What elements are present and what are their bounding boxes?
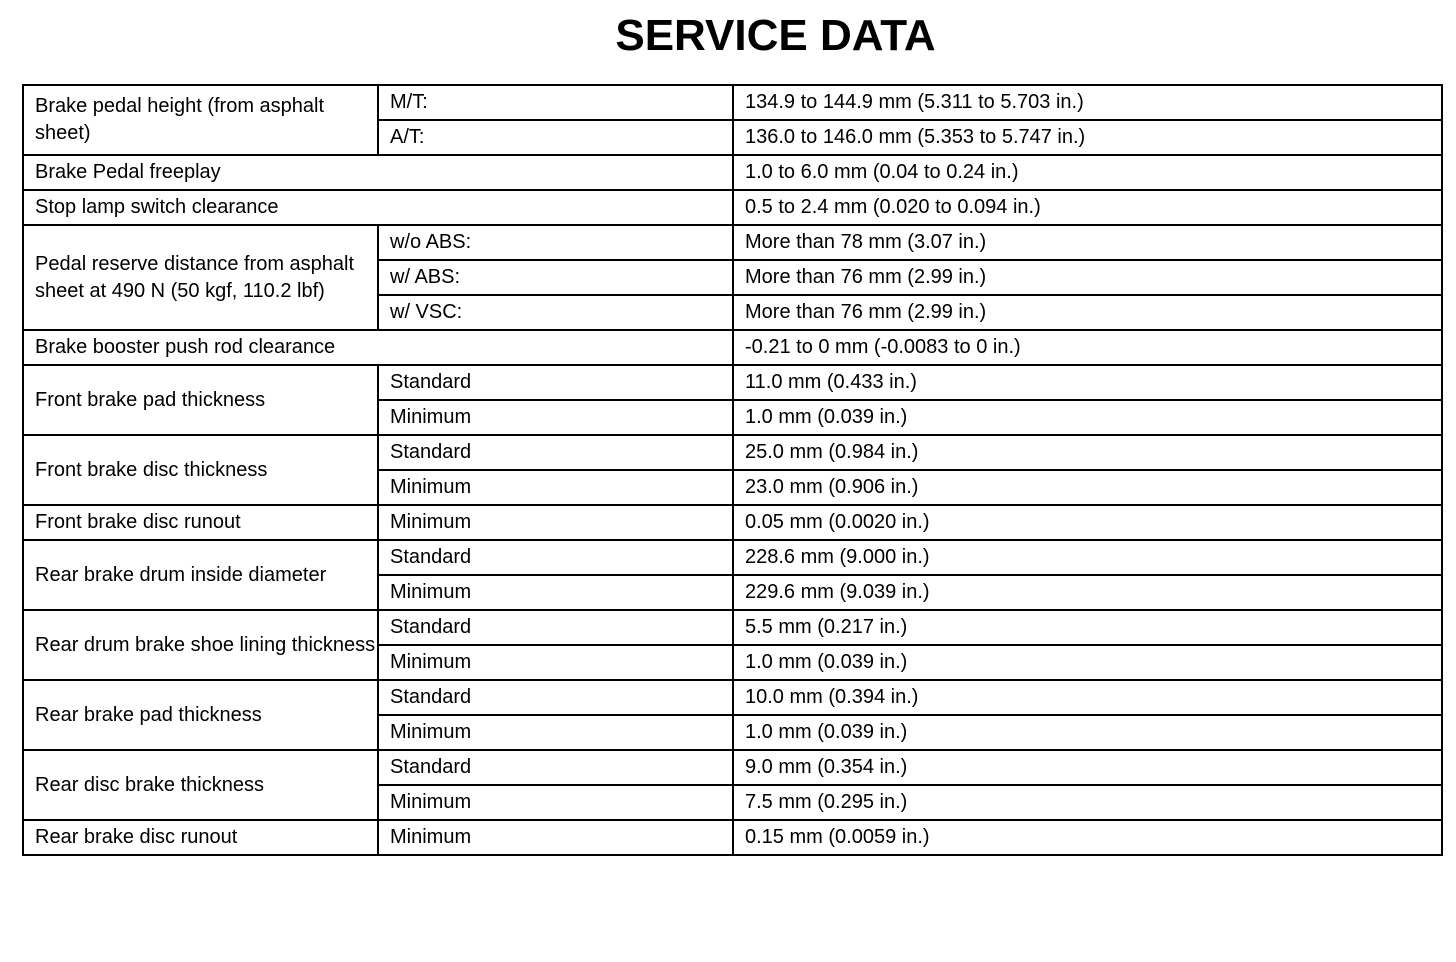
spec-condition-cell: Minimum bbox=[378, 505, 733, 540]
spec-condition-cell: Minimum bbox=[378, 715, 733, 750]
spec-item-cell: Front brake disc runout bbox=[23, 505, 378, 540]
table-row bbox=[23, 225, 1442, 260]
spec-value-cell: More than 78 mm (3.07 in.) bbox=[733, 225, 1442, 260]
spec-item-cell: Rear disc brake thickness bbox=[23, 750, 378, 820]
spec-item-cell: Front brake disc thickness bbox=[23, 435, 378, 505]
spec-value-cell: 1.0 mm (0.039 in.) bbox=[733, 715, 1442, 750]
spec-value-cell: 11.0 mm (0.433 in.) bbox=[733, 365, 1442, 400]
spec-value-cell: 229.6 mm (9.039 in.) bbox=[733, 575, 1442, 610]
table-row bbox=[23, 680, 1442, 715]
spec-condition-cell: Standard bbox=[378, 435, 733, 470]
spec-condition-cell: A/T: bbox=[378, 120, 733, 155]
spec-value-cell: 10.0 mm (0.394 in.) bbox=[733, 680, 1442, 715]
spec-condition-cell: Minimum bbox=[378, 645, 733, 680]
spec-condition-cell: M/T: bbox=[378, 85, 733, 120]
spec-condition-cell: Minimum bbox=[378, 820, 733, 855]
spec-value-cell: 0.05 mm (0.0020 in.) bbox=[733, 505, 1442, 540]
spec-item-cell: Rear brake drum inside diameter bbox=[23, 540, 378, 610]
spec-condition-cell: Standard bbox=[378, 750, 733, 785]
spec-value-cell: 7.5 mm (0.295 in.) bbox=[733, 785, 1442, 820]
spec-item-cell: Rear brake pad thickness bbox=[23, 680, 378, 750]
service-data-table bbox=[22, 84, 1443, 856]
table-row bbox=[23, 85, 1442, 120]
page-title: SERVICE DATA bbox=[615, 11, 936, 60]
spec-value-cell: 0.5 to 2.4 mm (0.020 to 0.094 in.) bbox=[733, 190, 1442, 225]
spec-value-cell: More than 76 mm (2.99 in.) bbox=[733, 295, 1442, 330]
spec-condition-cell: Standard bbox=[378, 540, 733, 575]
spec-value-cell: 1.0 to 6.0 mm (0.04 to 0.24 in.) bbox=[733, 155, 1442, 190]
table-row bbox=[23, 540, 1442, 575]
spec-item-cell: Rear brake disc runout bbox=[23, 820, 378, 855]
spec-item-cell: Pedal reserve distance from asphalt sheet at 490 N (50 kgf, 110.2 lbf) bbox=[23, 225, 378, 330]
service-data-table-body bbox=[23, 85, 1442, 855]
table-row bbox=[23, 505, 1442, 540]
spec-condition-cell: Minimum bbox=[378, 785, 733, 820]
spec-item-cell: Stop lamp switch clearance bbox=[23, 190, 733, 225]
spec-condition-cell: Standard bbox=[378, 680, 733, 715]
table-row bbox=[23, 435, 1442, 470]
spec-item-cell: Brake booster push rod clearance bbox=[23, 330, 733, 365]
table-row bbox=[23, 610, 1442, 645]
spec-value-cell: 5.5 mm (0.217 in.) bbox=[733, 610, 1442, 645]
spec-value-cell: 1.0 mm (0.039 in.) bbox=[733, 400, 1442, 435]
spec-value-cell: More than 76 mm (2.99 in.) bbox=[733, 260, 1442, 295]
spec-value-cell: 134.9 to 144.9 mm (5.311 to 5.703 in.) bbox=[733, 85, 1442, 120]
spec-item-cell: Rear drum brake shoe lining thickness bbox=[23, 610, 378, 680]
table-row bbox=[23, 190, 1442, 225]
spec-item-cell: Brake pedal height (from asphalt sheet) bbox=[23, 85, 378, 155]
spec-value-cell: 136.0 to 146.0 mm (5.353 to 5.747 in.) bbox=[733, 120, 1442, 155]
table-row bbox=[23, 155, 1442, 190]
spec-value-cell: 0.15 mm (0.0059 in.) bbox=[733, 820, 1442, 855]
spec-condition-cell: w/ ABS: bbox=[378, 260, 733, 295]
spec-condition-cell: w/o ABS: bbox=[378, 225, 733, 260]
spec-item-cell: Front brake pad thickness bbox=[23, 365, 378, 435]
spec-value-cell: -0.21 to 0 mm (-0.0083 to 0 in.) bbox=[733, 330, 1442, 365]
table-row bbox=[23, 365, 1442, 400]
spec-value-cell: 9.0 mm (0.354 in.) bbox=[733, 750, 1442, 785]
spec-condition-cell: Standard bbox=[378, 365, 733, 400]
spec-value-cell: 23.0 mm (0.906 in.) bbox=[733, 470, 1442, 505]
spec-condition-cell: w/ VSC: bbox=[378, 295, 733, 330]
spec-condition-cell: Minimum bbox=[378, 470, 733, 505]
spec-item-cell: Brake Pedal freeplay bbox=[23, 155, 733, 190]
spec-condition-cell: Minimum bbox=[378, 400, 733, 435]
spec-value-cell: 228.6 mm (9.000 in.) bbox=[733, 540, 1442, 575]
table-row bbox=[23, 820, 1442, 855]
spec-condition-cell: Standard bbox=[378, 610, 733, 645]
spec-value-cell: 25.0 mm (0.984 in.) bbox=[733, 435, 1442, 470]
spec-value-cell: 1.0 mm (0.039 in.) bbox=[733, 645, 1442, 680]
table-row bbox=[23, 330, 1442, 365]
table-row bbox=[23, 750, 1442, 785]
spec-condition-cell: Minimum bbox=[378, 575, 733, 610]
